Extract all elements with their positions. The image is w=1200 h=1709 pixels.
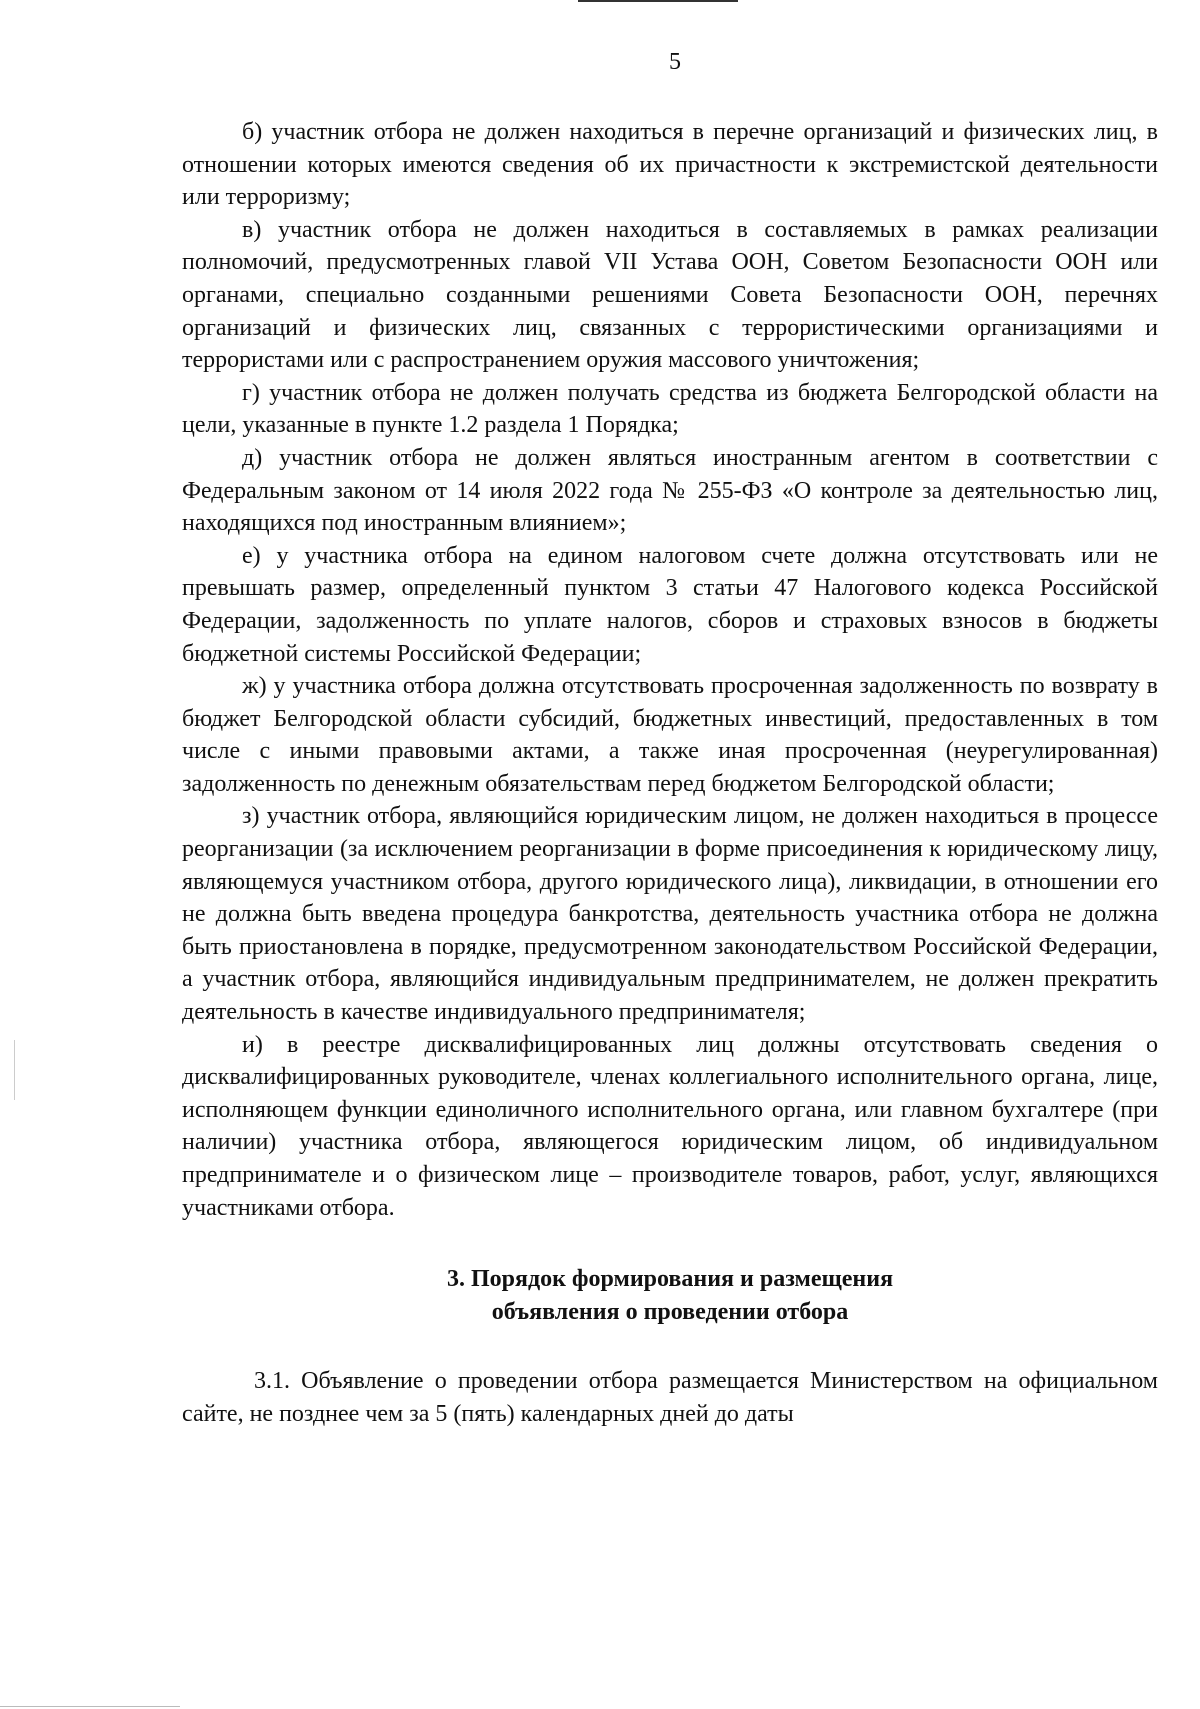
paragraph-i: и) в реестре дисквалифицированных лиц должны отсутствовать сведения о дисквалифицированных руководителе, членах коллегиального исполнительного органа, лице, исполняющем функции единоличного исполнительного органа, или главном бухгалтере (при наличии) участника отбора, являющегося юридическим лицом, об индивидуальном предпринимателе и о физическом лице – производителе товаров, работ, услуг, являющихся участниками отбора. <box>182 1031 1158 1221</box>
paragraph-v: в) участник отбора не должен находиться в составляемых в рамках реализации полномочий, предусмотренных главой VII Устава ООН, Советом Безопасности ООН или органами, специально созданными решениями Совета Безопасности ООН, перечнях организаций и физических лиц, связанных с террористическими организациями и террористами или с распространением оружия массового уничтожения; <box>182 216 1158 374</box>
section-heading <box>182 1263 1158 1328</box>
paragraph-g: г) участник отбора не должен получать средства из бюджета Белгородской области на цели, указанные в пункте 1.2 раздела 1 Порядка; <box>182 379 1158 439</box>
paragraph-3-1: 3.1. Объявление о проведении отбора размещается Министерством на официальном сайте, не позднее чем за 5 (пять) календарных дней до даты <box>182 1368 1158 1427</box>
paragraph-d: д) участник отбора не должен являться иностранным агентом в соответствии с Федеральным законом от 14 июля 2022 года № 255-ФЗ «О контроле за деятельностью лиц, находящихся под иностранным влиянием»; <box>182 444 1158 537</box>
section-heading-line-1: 3. Порядок формирования и размещения <box>446 1266 894 1293</box>
top-scan-rule <box>578 0 738 2</box>
paragraph-z: з) участник отбора, являющийся юридическим лицом, не должен находиться в процессе реорганизации (за исключением реорганизации в форме присоединения к юридическому лицу, являющемуся участником отбора, другого юридического лица), ликвидации, в отношении его не должна быть введена процедура банкротства, деятельность участника отбора не должна быть приостановлена в порядке, предусмотренном законодательством Российской Федерации, а участник отбора, являющийся индивидуальным предпринимателем, не должен прекратить деятельность в качестве индивидуального предпринимателя; <box>182 803 1158 1026</box>
section-heading-line-2: объявления о проведении отбора <box>491 1298 849 1325</box>
paragraph-zh: ж) у участника отбора должна отсутствовать просроченная задолженность по возврату в бюджет Белгородской области субсидий, бюджетных инвестиций, предоставленных в том числе с иными правовыми актами, а также иная просроченная (неурегулированная) задолженность по денежным обязательствам перед бюджетом Белгородской области; <box>182 673 1158 797</box>
paragraph-b: б) участник отбора не должен находиться в перечне организаций и физических лиц, в отношении которых имеются сведения об их причастности к экстремистской деятельности или терроризму; <box>182 119 1158 211</box>
scan-artifact-left <box>14 1040 15 1100</box>
page-number: 5 <box>669 49 681 75</box>
paragraph-e: е) у участника отбора на едином налоговом счете должна отсутствовать или не превышать размер, определенный пунктом 3 статьи 47 Налогового кодекса Российской Федерации, задолженность по уплате налогов, сборов и страховых взносов в бюджеты бюджетной системы Российской Федерации; <box>182 542 1158 667</box>
document-body <box>182 116 1158 1431</box>
scan-artifact-bottom <box>0 1706 180 1707</box>
